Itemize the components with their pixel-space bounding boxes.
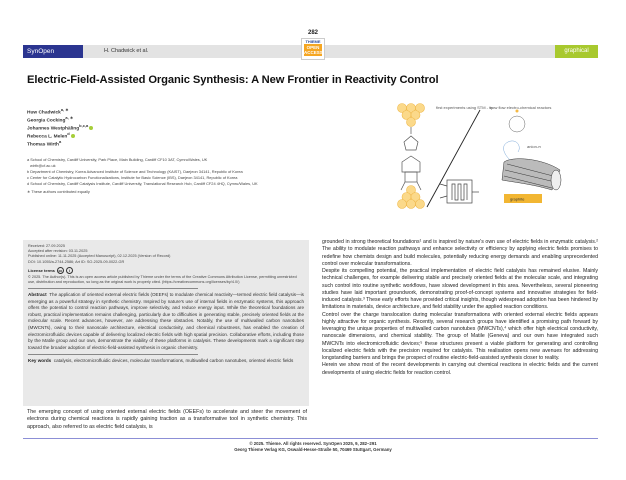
received-date: Received: 27.09.2025 <box>28 244 65 248</box>
author-name: Rebecca L. Melen <box>27 134 68 140</box>
abstract-text: The application of oriented external electric fields (OEEFs) to modulate chemical reactivity—termed electric field catalysis—is emerging as a powerful strategy in synthetic chemistry. Inspired by nature's use of internal fields in enzymatic systems, this approach offers the potential to control reaction pathways, improve selectivity, and reduce energy input. While the theoretical foundations are robust, practical implementation remains challenging, particularly due to difficulties in generating stable, precisely oriented fields at the molecular scale. Recent advances, however, are addressing these obstacles. Notably, the use of multiwalled carbon nanotubes (MWCNTs), owing to their nanoscale architecture, electrical conductivity, and chemical robustness, has enabled the creation of electromicrofluidic devices capable of delivering localized electric fields with high spatial precision. Collaborative efforts, including those by the Matile group and our own, demonstrate the viability of these platforms in catalysis. These developments mark a significant step toward the broader adoption of electric-field-assisted synthesis in organic chemistry. <box>28 292 304 350</box>
article-title: Electric-Field-Assisted Organic Synthesis: A New Frontier in Reactivity Control <box>27 74 439 86</box>
abstract <box>28 292 304 351</box>
author <box>27 139 61 148</box>
graphical-abstract <box>392 102 602 212</box>
molecule <box>401 127 421 190</box>
affiliation: b Department of Chemistry, Korea Advanced Institute of Science and Technology (KAIST), Daejeon 34141, Republic of Korea <box>27 168 243 174</box>
paragraph: grounded in strong theoretical foundations¹ and is inspired by nature's own use of electric fields in enzymatic catalysis.² The ability to modulate reaction pathways and enhance selectivity or efficiency by applying electric fields promises to redefine how chemists design and build molecules, potentially reducing energy demands and enabling unprecedented control over molecular transformations. <box>322 239 598 267</box>
license-terms <box>28 267 304 274</box>
author-sup: a, ∗ <box>60 107 69 112</box>
orcid-icon[interactable] <box>71 134 75 138</box>
paragraph: Herein we show most of the recent developments in carrying out chemical reactions in electric fields and the current developments of using electric fields for reaction control. <box>322 362 598 376</box>
nanotube-icon <box>502 110 561 191</box>
doi[interactable]: DOI: 10.1055/a-2744-2586; Art ID: SO-2025-09-0022-GR <box>28 259 125 264</box>
author-name: Georgia Cocking <box>27 118 66 124</box>
keywords-text: catalysis, electromicrofluidic devices, molecular transformations, multiwalled carbon nanotubes, oriented electric fields <box>53 358 294 364</box>
affiliation: a School of Chemistry, Cardiff University, Park Place, Main Building, Cardiff CF10 3AT, Cymru/Wales, UK <box>27 157 208 162</box>
article-type-badge: graphical review <box>555 45 598 58</box>
footer-rule <box>23 438 598 439</box>
open-access-logo <box>301 38 325 60</box>
label-anion-pi: anion-π <box>527 144 541 149</box>
logo-open: OPEN <box>306 45 320 50</box>
author-name: Thomas Wirth <box>27 142 59 148</box>
page-number: 282 <box>307 30 318 36</box>
flow-reactor-icon <box>440 180 479 203</box>
divider <box>28 288 198 289</box>
by-icon[interactable]: i <box>66 267 73 274</box>
license-label: License terms <box>28 267 55 273</box>
license-text: © 2025. The Author(s). This is an open access article published by Thieme under the terms of the Creative Commons Attribution License, permitting unrestricted use, distribution and reproduction, so long as the original work is properly cited. (https://creativecommons.org/licenses/by/4.0/) <box>28 274 297 285</box>
label-right: now flow electro-chemical reactors <box>490 105 552 110</box>
footer-publisher: Georg Thieme Verlag KG, Oswald-Hesse-Straße 50, 70469 Stuttgart, Germany <box>234 447 392 452</box>
body-text-right <box>322 239 598 377</box>
author-sup: a, ∗ <box>65 115 74 120</box>
article-info-box <box>23 240 309 406</box>
cc-icon[interactable]: cc <box>58 268 63 273</box>
logo-open-access <box>304 44 322 56</box>
logo-thieme: THIEME <box>305 39 321 44</box>
running-author: H. Chadwick et al. <box>104 48 149 54</box>
footer-copyright: © 2025. Thieme. All rights reserved. SynOpen 2025, 9, 282–291 <box>249 441 377 446</box>
equal-contribution-note: ∗ These authors contributed equally <box>27 188 90 194</box>
author-sup: a <box>58 139 62 144</box>
author-name: Huw Chadwick <box>27 110 61 116</box>
email-link[interactable]: wirth@cf.ac.uk <box>30 162 56 168</box>
published-date: Published online: 11.11.2025 (Accepted Manuscript), 02.12.2025 (Version of Record) <box>28 254 171 259</box>
keywords-label: Key words <box>28 358 52 364</box>
abstract-label: Abstract <box>28 292 47 298</box>
divider <box>28 354 198 355</box>
author-sup: b,c,a <box>79 123 89 128</box>
logo-access: ACCESS <box>304 50 323 55</box>
paragraph: Despite its compelling potential, the practical implementation of electric field catalysis has remained elusive. Mainly technical challenges, for example delivering stable and precisely oriented fields at the molecular scale, and integrating such control into routine synthetic workflows, have slowed development in this area. Nevertheless, several pioneering studies have laid important groundwork, demonstrating proof-of-concept systems and innovative strategies for field-induced catalysis.³ These early efforts have provided critical insights, though widespread adoption has been hindered by limitations in materials, device architecture, and field stability under the applied reaction conditions. <box>322 268 598 311</box>
label-left: first experiments using STM - tip <box>436 105 494 110</box>
author-sup: d <box>67 131 70 136</box>
orcid-icon[interactable] <box>89 126 93 130</box>
label-graphite: graphite <box>510 196 525 202</box>
gold-cluster-top <box>398 104 425 127</box>
affiliation: d School of Chemistry, Cardiff Catalysis Institute, Cardiff University, Translational Research Hub, Cardiff CF24 4HQ, Cymru/Wales, UK <box>27 180 258 186</box>
body-text-left: The emerging concept of using oriented external electric fields (OEEFs) to accelerate and steer the movement of electrons during chemical reactions is rapidly gaining traction as a transformative tool in synthetic chemistry. This approach, also referred to as electric field catalysis, is <box>27 409 307 430</box>
affiliations <box>27 157 317 194</box>
keywords <box>28 358 304 365</box>
paragraph: Control over the charge translocation during molecular transformations with oriented external electric fields appears highly attractive for organic synthesis. Recently, several research groups have identified a promising path forward by leveraging the unique properties of multiwalled carbon nanotubes (MWCNTs),⁴ which offer high electrical conductivity, nanoscale dimensions, and chemical stability. The group of Matile (Geneva) and our own have integrated such MWCNTs into electromicrofluidic devices;⁵ these structures present a viable platform for generating and controlling localized electric fields with the precision required for catalysis. This realisation opens new avenues for addressing longstanding barriers and brings the prospect of routine electric-field-assisted synthesis closer to reality. <box>322 311 598 361</box>
journal-name: SynOpen <box>23 45 83 58</box>
accepted-date: Accepted after revision: 03.11.2025 <box>28 249 88 254</box>
author-name: Johannes Westphäling <box>27 126 80 132</box>
affiliation: c Center for Catalytic Hydrocarbon Functionalizations, Institute for Basic Science (IBS), Daejeon 34141, Republic of Korea <box>27 174 238 180</box>
